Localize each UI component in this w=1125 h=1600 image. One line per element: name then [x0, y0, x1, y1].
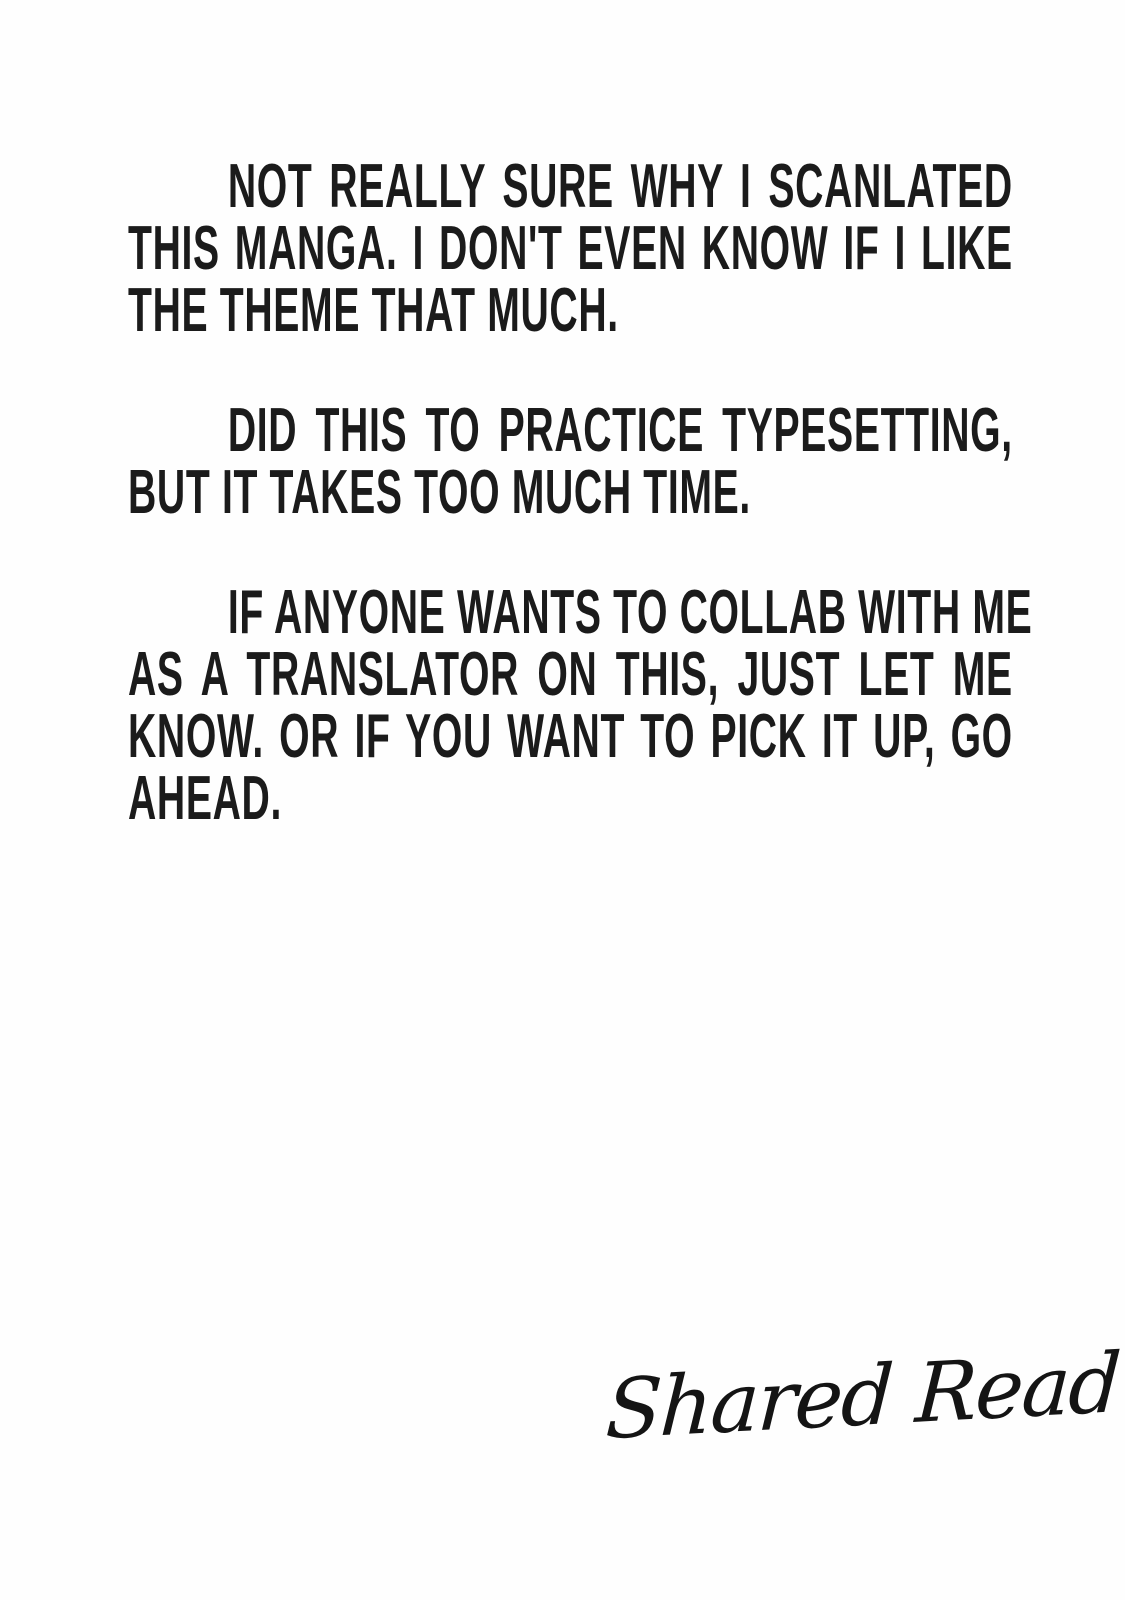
scanlator-note	[128, 152, 1033, 833]
note-line: IF ANYONE WANTS TO COLLAB WITH ME	[227, 578, 1033, 647]
note-line: THIS MANGA. I DON'T EVEN KNOW IF I LIKE	[128, 214, 1013, 283]
paragraph	[128, 152, 1013, 345]
note-line: BUT IT TAKES TOO MUCH TIME.	[128, 458, 751, 527]
paragraph	[128, 396, 1013, 527]
note-line: AHEAD.	[128, 764, 283, 833]
note-line: THE THEME THAT MUCH.	[128, 276, 619, 345]
note-line: NOT REALLY SURE WHY I SCANLATED	[227, 152, 1013, 221]
note-line: DID THIS TO PRACTICE TYPESETTING,	[227, 396, 1013, 465]
group-signature: Shared Read	[603, 1335, 1122, 1459]
note-line: AS A TRANSLATOR ON THIS, JUST LET ME	[128, 640, 1013, 709]
paragraph	[128, 578, 1033, 833]
note-line: KNOW. OR IF YOU WANT TO PICK IT UP, GO	[128, 702, 1013, 771]
